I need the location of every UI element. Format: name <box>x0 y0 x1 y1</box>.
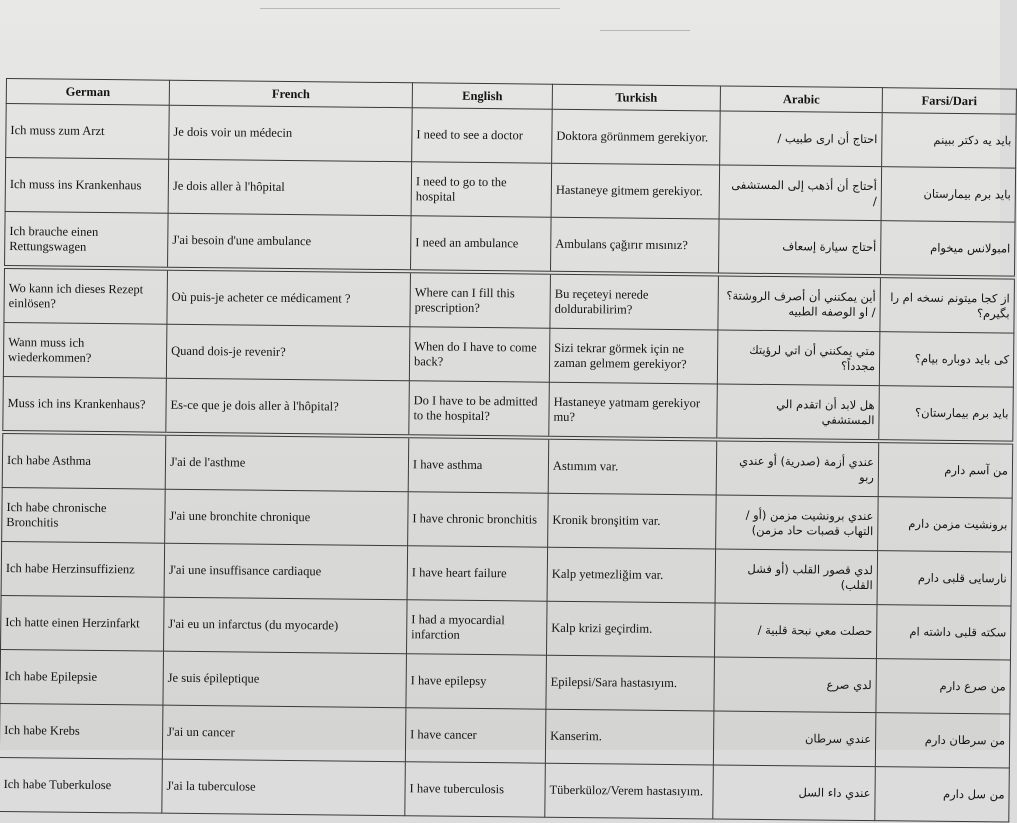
cell-french: J'ai besoin d'une ambulance <box>168 213 412 271</box>
cell-farsi-dari: من سل دارم <box>875 767 1010 822</box>
cell-english: I need an ambulance <box>410 216 551 273</box>
cell-german: Ich muss zum Arzt <box>6 104 170 160</box>
cell-french: J'ai une bronchite chronique <box>165 489 409 546</box>
header-german: German <box>6 79 169 106</box>
cell-german: Ich habe Krebs <box>0 703 163 759</box>
cell-turkish: Hastaneye gitmem gerekiyor. <box>551 163 720 219</box>
table-body <box>0 104 1016 823</box>
cell-german: Wann muss ich wiederkommen? <box>3 322 167 378</box>
cell-french: Je dois aller à l'hôpital <box>168 159 412 216</box>
cell-english: I have tuberculosis <box>405 762 546 817</box>
cell-turkish: Tüberküloz/Verem hastasıyım. <box>545 763 714 819</box>
cell-english: Do I have to be admitted to the hospital? <box>409 381 550 438</box>
cell-farsi-dari: امبولانس میخوام <box>880 221 1015 278</box>
cell-german: Ich habe chronische Bronchitis <box>2 487 166 543</box>
cell-german: Ich muss ins Krankenhaus <box>5 158 169 214</box>
cell-arabic: أحتاج أن أذهب إلى المستشفى / <box>719 165 882 221</box>
cell-farsi-dari: برونشیت مزمن دارم <box>878 497 1013 552</box>
header-arabic: Arabic <box>720 86 882 113</box>
paper-crease <box>260 8 560 9</box>
cell-english: When do I have to come back? <box>409 327 550 382</box>
cell-arabic: أحتاج سيارة إسعاف <box>718 219 881 276</box>
cell-farsi-dari: نارسایی قلبی دارم <box>877 551 1012 606</box>
header-farsi-dari: Farsi/Dari <box>882 88 1016 114</box>
table-row <box>0 757 1009 822</box>
cell-arabic: لدي صرع <box>714 657 877 713</box>
cell-arabic: أين يمكنني أن أصرف الروشتة؟ / او الوصفه الطبيه <box>718 274 881 331</box>
cell-arabic: عندي داء السل <box>713 765 876 821</box>
cell-arabic: عندي أزمة (صدرية) أو عندي ربو <box>716 439 879 496</box>
cell-turkish: Ambulans çağırır mısınız? <box>550 217 719 274</box>
cell-arabic: لدي قصور القلب (أو فشل القلب) <box>715 549 878 605</box>
cell-french: Je suis épileptique <box>163 651 407 708</box>
cell-english: I have epilepsy <box>406 654 547 709</box>
cell-english: I have cancer <box>405 708 546 763</box>
cell-farsi-dari: کی باید دوباره بیام؟ <box>879 332 1014 387</box>
paper-crease <box>600 30 690 31</box>
cell-arabic: هل لابد أن اتقدم الي المستشفي <box>717 384 880 441</box>
cell-german: Ich habe Tuberkulose <box>0 757 162 813</box>
cell-farsi-dari: از کجا میتونم نسخه ام را بگیرم؟ <box>880 276 1015 333</box>
cell-turkish: Doktora görünmem gerekiyor. <box>552 109 721 165</box>
cell-french: Es-ce que je dois aller à l'hôpital? <box>166 378 410 436</box>
header-french: French <box>169 80 412 108</box>
header-turkish: Turkish <box>552 84 720 111</box>
cell-farsi-dari: من سرطان دارم <box>875 713 1010 768</box>
cell-french: Quand dois-je revenir? <box>166 324 410 381</box>
cell-german: Ich hatte einen Herzinfarkt <box>1 595 165 651</box>
cell-arabic: احتاج أن ارى طبيب / <box>720 111 883 167</box>
phrase-table <box>0 78 1017 823</box>
cell-english: I had a myocardial infarction <box>406 600 547 655</box>
cell-german: Muss ich ins Krankenhaus? <box>3 376 167 433</box>
cell-french: J'ai la tuberculose <box>162 759 406 816</box>
cell-turkish: Sizi tekrar görmek için ne zaman gelmem gerekiyor? <box>549 328 718 384</box>
cell-farsi-dari: باید برم بیمارستان <box>881 167 1016 222</box>
cell-english: I need to see a doctor <box>412 108 553 163</box>
cell-turkish: Astımım var. <box>548 438 717 495</box>
cell-french: J'ai eu un infarctus (du myocarde) <box>164 597 408 654</box>
cell-turkish: Hastaneye yatmam gerekiyor mu? <box>549 382 718 439</box>
cell-arabic: حصلت معي نبحة قلبية / <box>714 603 877 659</box>
cell-farsi-dari: من صرع دارم <box>876 659 1011 714</box>
cell-english: I have asthma <box>408 436 549 493</box>
cell-farsi-dari: من آسم دارم <box>878 441 1013 498</box>
cell-english: I have chronic bronchitis <box>408 492 549 547</box>
cell-farsi-dari: باید برم بیمارستان؟ <box>879 386 1014 443</box>
cell-german: Ich habe Herzinsuffizienz <box>1 541 165 597</box>
cell-french: Où puis-je acheter ce médicament ? <box>167 269 411 327</box>
cell-arabic: عندي سرطان <box>713 711 876 767</box>
cell-turkish: Kalp yetmezliğim var. <box>547 547 716 603</box>
cell-french: J'ai de l'asthme <box>165 434 409 492</box>
cell-french: J'ai un cancer <box>162 705 406 762</box>
cell-arabic: متي يمكنني أن اتي لرؤيتك مجدداً؟ <box>717 330 880 386</box>
cell-french: Je dois voir un médecin <box>169 105 413 162</box>
cell-german: Ich brauche einen Rettungswagen <box>5 211 169 268</box>
cell-german: Ich habe Asthma <box>2 432 166 489</box>
cell-german: Wo kann ich dieses Rezept einlösen? <box>4 267 168 324</box>
cell-turkish: Bu reçeteyi nerede doldurabilirim? <box>550 273 719 330</box>
cell-farsi-dari: سکته قلبی داشته ام <box>876 605 1011 660</box>
cell-english: I need to go to the hospital <box>411 162 552 217</box>
header-english: English <box>412 83 552 109</box>
cell-farsi-dari: باید یه دکتر ببینم <box>882 113 1017 168</box>
cell-turkish: Kalp krizi geçirdim. <box>546 601 715 657</box>
cell-turkish: Kronik bronşitim var. <box>548 493 717 549</box>
cell-english: Where can I fill this prescription? <box>410 271 551 328</box>
cell-turkish: Kanserim. <box>545 709 714 765</box>
cell-english: I have heart failure <box>407 546 548 601</box>
cell-arabic: عندي برونشيت مزمن (أو / التهاب قصبات حاد مزمن) <box>716 495 879 551</box>
cell-german: Ich habe Epilepsie <box>0 649 164 705</box>
cell-turkish: Epilepsi/Sara hastasıyım. <box>546 655 715 711</box>
cell-french: J'ai une insuffisance cardiaque <box>164 543 408 600</box>
